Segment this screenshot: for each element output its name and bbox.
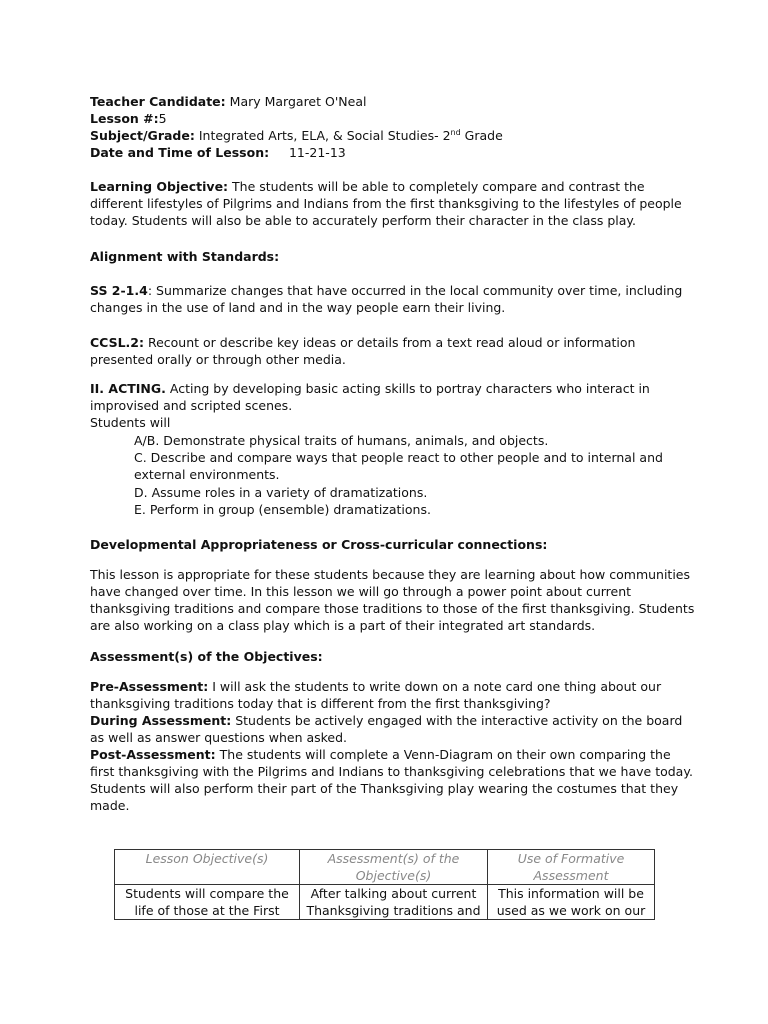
table-cell: This information will be used as we work on our xyxy=(488,885,655,920)
teacher-line xyxy=(90,93,366,110)
during-label: During Assessment: xyxy=(90,713,232,728)
ss-text-1: : Summarize changes that have occurred in the local community over time, including xyxy=(147,283,683,298)
acting-line-2: improvised and scripted scenes. xyxy=(90,398,293,413)
ss-line-1 xyxy=(90,282,682,299)
acting-label: II. ACTING. xyxy=(90,381,166,396)
post-line-1 xyxy=(90,746,671,763)
alignment-heading: Alignment with Standards: xyxy=(90,249,280,264)
post-line-3: Students will also perform their part of the Thanksgiving play wearing the costumes that they xyxy=(90,781,679,796)
acting-line-1 xyxy=(90,380,650,397)
developmental-line: This lesson is appropriate for these students because they are learning about how communities xyxy=(90,567,691,582)
ccsl-line-1 xyxy=(90,334,635,351)
table-cell: After talking about current Thanksgiving traditions and xyxy=(300,885,488,920)
objective-line-1 xyxy=(90,178,645,195)
table-cell: Students will compare the life of those at the First xyxy=(115,885,300,920)
objective-text-1: The students will be able to completely compare and contrast the xyxy=(228,179,645,194)
post-label: Post-Assessment: xyxy=(90,747,216,762)
subject-sup: nd xyxy=(450,127,461,137)
lesson-label: Lesson #: xyxy=(90,111,159,126)
standard-item-c: C. Describe and compare ways that people react to other people and to internal and xyxy=(134,450,663,465)
ss-label: SS 2-1.4 xyxy=(90,283,148,298)
pre-line-2: thanksgiving traditions today that is different from the first thanksgiving? xyxy=(90,696,551,711)
objective-line-3: today. Students will also be able to accurately perform their character in the class play. xyxy=(90,213,637,228)
date-line xyxy=(90,144,346,161)
standard-item-d: D. Assume roles in a variety of dramatizations. xyxy=(134,485,428,500)
date-value: 11-21-13 xyxy=(288,145,346,160)
post-line-2: first thanksgiving with the Pilgrims and Indians to thanksgiving celebrations that we have today. xyxy=(90,764,693,779)
subject-value: Integrated Arts, ELA, & Social Studies- 2 xyxy=(198,128,451,143)
ccsl-text-1: Recount or describe key ideas or details from a text read aloud or information xyxy=(144,335,636,350)
developmental-line: have changed over time. In this lesson we will go through a power point about current xyxy=(90,584,632,599)
pre-line-1 xyxy=(90,678,661,695)
subject-line xyxy=(90,127,503,144)
objective-label: Learning Objective: xyxy=(90,179,229,194)
table-header-cell: Use of Formative Assessment xyxy=(488,850,655,885)
students-will: Students will xyxy=(90,415,171,430)
ss-line-2: changes in the use of land and in the way people earn their living. xyxy=(90,300,506,315)
developmental-line: are also working on a class play which is a part of their integrated art standards. xyxy=(90,618,596,633)
lesson-value: 5 xyxy=(158,111,167,126)
subject-label: Subject/Grade: xyxy=(90,128,195,143)
post-text-1: The students will complete a Venn-Diagram on their own comparing the xyxy=(215,747,671,762)
teacher-label: Teacher Candidate: xyxy=(90,94,226,109)
objective-line-2: different lifestyles of Pilgrims and Indians from the first thanksgiving to the lifestyles of people xyxy=(90,196,682,211)
assessment-heading: Assessment(s) of the Objectives: xyxy=(90,649,323,664)
table-row xyxy=(115,885,655,920)
table-header-row xyxy=(115,850,655,885)
subject-suffix: Grade xyxy=(460,128,503,143)
post-line-4: made. xyxy=(90,798,130,813)
standard-item-ab: A/B. Demonstrate physical traits of humans, animals, and objects. xyxy=(134,433,549,448)
teacher-value: Mary Margaret O'Neal xyxy=(229,94,367,109)
table-header-cell: Assessment(s) of the Objective(s) xyxy=(300,850,488,885)
table-header-cell: Lesson Objective(s) xyxy=(115,850,300,885)
standard-item-c-cont: external environments. xyxy=(134,467,280,482)
date-label: Date and Time of Lesson: xyxy=(90,145,270,160)
lesson-line xyxy=(90,110,167,127)
acting-text-1: Acting by developing basic acting skills to portray characters who interact in xyxy=(165,381,650,396)
pre-label: Pre-Assessment: xyxy=(90,679,209,694)
developmental-heading: Developmental Appropriateness or Cross-curricular connections: xyxy=(90,537,548,552)
during-line-2: as well as answer questions when asked. xyxy=(90,730,348,745)
standard-item-e: E. Perform in group (ensemble) dramatizations. xyxy=(134,502,431,517)
during-text-1: Students be actively engaged with the interactive activity on the board xyxy=(231,713,683,728)
ccsl-label: CCSL.2: xyxy=(90,335,144,350)
ccsl-line-2: presented orally or through other media. xyxy=(90,352,346,367)
developmental-line: thanksgiving traditions and compare those traditions to those of the first thanksgiving. Students xyxy=(90,601,695,616)
objectives-table xyxy=(114,849,655,920)
pre-text-1: I will ask the students to write down on a note card one thing about our xyxy=(208,679,662,694)
during-line-1 xyxy=(90,712,682,729)
